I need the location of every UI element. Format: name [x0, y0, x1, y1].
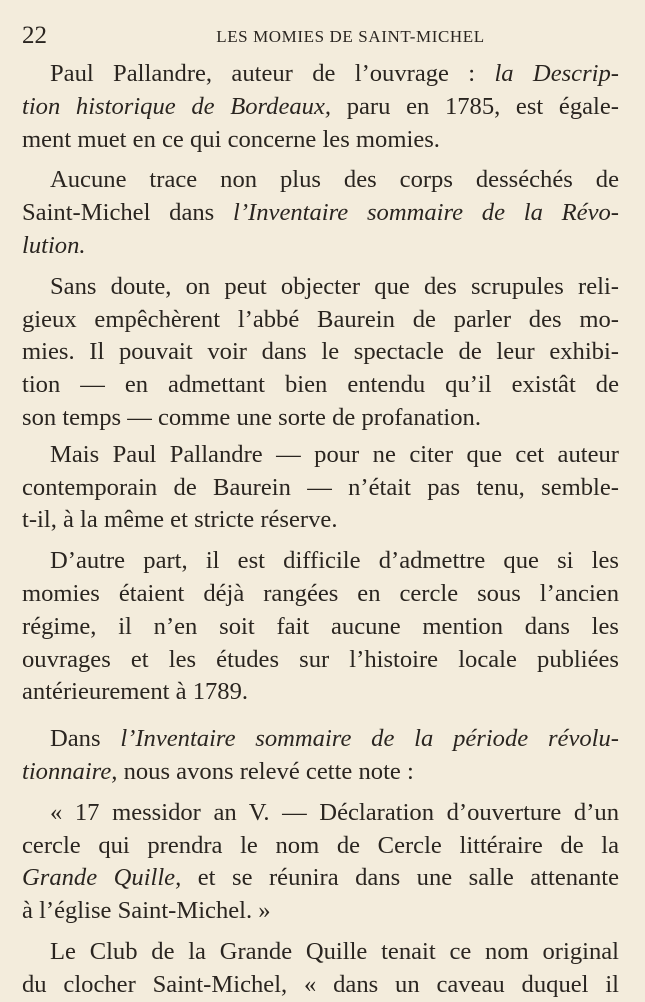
paragraph [22, 545, 619, 709]
text-line: ment muet en ce qui concerne les momies. [22, 125, 440, 153]
text-line: Paul Pallandre, auteur de l’ouvrage : la Descrip- [50, 60, 619, 87]
text-line: Le Club de la Grande Quille tenait ce nom original [50, 937, 619, 965]
text-line: à l’église Saint-Michel. » [22, 897, 271, 925]
running-head [22, 0, 619, 58]
text-line: lution. [22, 231, 86, 259]
page-number: 22 [22, 22, 47, 49]
text-line: Mais Paul Pallandre — pour ne citer que cet auteur [50, 440, 619, 468]
text-line: ouvrages et les études sur l’histoire locale publiées [22, 645, 619, 673]
text-line: momies étaient déjà rangées en cercle sous l’ancien [22, 579, 619, 607]
text-line: tion — en admettant bien entendu qu’il existât de [22, 371, 619, 399]
paragraph [22, 797, 619, 928]
text-line: du clocher Saint-Michel, « dans un caveau duquel il [22, 970, 619, 998]
text-line: tionnaire, nous avons relevé cette note : [22, 757, 414, 785]
paragraph [22, 723, 619, 789]
text-line: Sans doute, on peut objecter que des scrupules reli- [50, 272, 619, 300]
paragraph [22, 439, 619, 537]
text-line: Saint-Michel dans l’Inventaire sommaire de la Révo- [22, 199, 619, 227]
text-line: gieux empêchèrent l’abbé Baurein de parler des mo- [22, 305, 619, 333]
paragraph [22, 271, 619, 435]
paragraph [22, 164, 619, 262]
text-line: antérieurement à 1789. [22, 678, 249, 706]
text-line: t-il, à la même et stricte réserve. [22, 506, 338, 534]
text-line: « 17 messidor an V. — Déclaration d’ouverture d’un [50, 798, 619, 826]
text-line: tion historique de Bordeaux, paru en 1785, est égale- [22, 92, 619, 120]
paragraph [22, 936, 619, 1002]
paragraph [22, 58, 619, 156]
text-line: mies. Il pouvait voir dans le spectacle de leur exhibi- [22, 338, 619, 366]
body-text [22, 58, 619, 1002]
text-line: contemporain de Baurein — n’était pas tenu, semble- [22, 473, 619, 501]
text-line: Dans l’Inventaire sommaire de la période révolu- [50, 725, 619, 753]
text-line: cercle qui prendra le nom de Cercle littéraire de la [22, 831, 619, 859]
text-line: D’autre part, il est difficile d’admettre que si les [50, 547, 619, 575]
text-line: régime, il n’en soit fait aucune mention dans les [22, 612, 619, 640]
text-line: Aucune trace non plus des corps desséchés de [50, 166, 619, 194]
running-title: LES MOMIES DE SAINT-MICHEL [216, 27, 485, 46]
text-line: son temps — comme une sorte de profanation. [22, 403, 481, 431]
text-line: Grande Quille, et se réunira dans une salle attenante [22, 864, 619, 892]
